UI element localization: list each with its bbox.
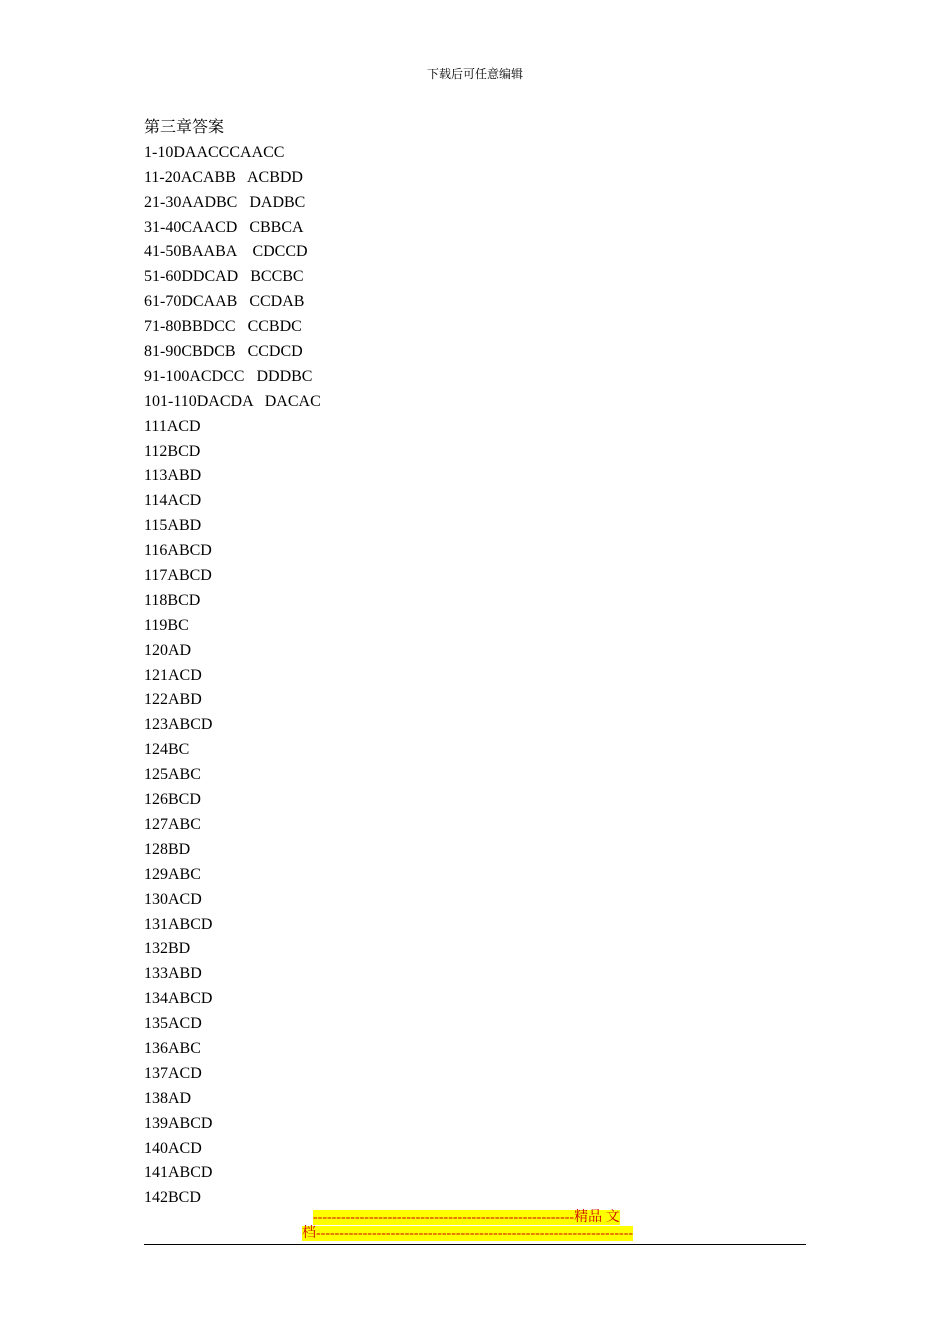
footer-watermark xyxy=(302,1210,652,1242)
answer-line: 125ABC xyxy=(144,766,201,784)
answer-line: 128BD xyxy=(144,840,191,858)
answer-line: 115ABD xyxy=(144,517,202,535)
answer-line: 134ABCD xyxy=(144,990,213,1008)
answer-line: 142BCD xyxy=(144,1189,201,1207)
answer-line: 129ABC xyxy=(144,865,201,883)
answer-line: 131ABCD xyxy=(144,915,213,933)
document-body xyxy=(144,116,804,1211)
answer-line: 133ABD xyxy=(144,965,202,983)
page-header: 下载后可任意编辑 xyxy=(426,67,523,81)
answer-line: 11-20ACABB ACBDD xyxy=(144,168,303,186)
answer-line: 119BC xyxy=(144,616,189,634)
answer-line: 112BCD xyxy=(144,442,201,460)
answer-line: 113ABD xyxy=(144,467,202,485)
document-title: 第三章答案 xyxy=(144,119,225,136)
answer-line: 116ABCD xyxy=(144,542,212,560)
answer-line: 41-50BAABA CDCCD xyxy=(144,243,308,261)
answer-line: 1-10DAACCCAACC xyxy=(144,143,285,161)
answer-line: 123ABCD xyxy=(144,716,213,734)
answer-line: 132BD xyxy=(144,940,191,958)
answer-line: 124BC xyxy=(144,741,190,759)
answer-line: 138AD xyxy=(144,1089,192,1107)
answer-line: 126BCD xyxy=(144,791,201,809)
answer-line: 51-60DDCAD BCCBC xyxy=(144,268,304,286)
footer-watermark-line-2: 档-------------------------------------------------------------------- xyxy=(302,1226,634,1241)
answer-line: 91-100ACDCC DDDBC xyxy=(144,367,313,385)
answer-line: 135ACD xyxy=(144,1015,202,1033)
answer-line: 139ABCD xyxy=(144,1114,213,1132)
answer-line: 111ACD xyxy=(144,417,201,435)
answer-line: 120AD xyxy=(144,641,192,659)
answer-line: 141ABCD xyxy=(144,1164,213,1182)
answer-line: 137ACD xyxy=(144,1064,202,1082)
answer-list xyxy=(144,141,804,1211)
answer-line: 31-40CAACD CBBCA xyxy=(144,218,304,236)
answer-line: 121ACD xyxy=(144,666,202,684)
answer-line: 136ABC xyxy=(144,1039,201,1057)
footer-divider xyxy=(144,1244,806,1245)
answer-line: 122ABD xyxy=(144,691,202,709)
answer-line: 61-70DCAAB CCDAB xyxy=(144,293,305,311)
answer-line: 117ABCD xyxy=(144,567,212,585)
answer-line: 114ACD xyxy=(144,492,202,510)
answer-line: 101-110DACDA DACAC xyxy=(144,392,321,410)
footer-watermark-line-1: --------------------------------------------------------精品 文 xyxy=(313,1210,620,1225)
answer-line: 130ACD xyxy=(144,890,202,908)
answer-line: 118BCD xyxy=(144,591,201,609)
answer-line: 127ABC xyxy=(144,815,201,833)
answer-line: 71-80BBDCC CCBDC xyxy=(144,318,302,336)
answer-line: 21-30AADBC DADBC xyxy=(144,193,306,211)
answer-line: 140ACD xyxy=(144,1139,202,1157)
answer-line: 81-90CBDCB CCDCD xyxy=(144,343,303,361)
